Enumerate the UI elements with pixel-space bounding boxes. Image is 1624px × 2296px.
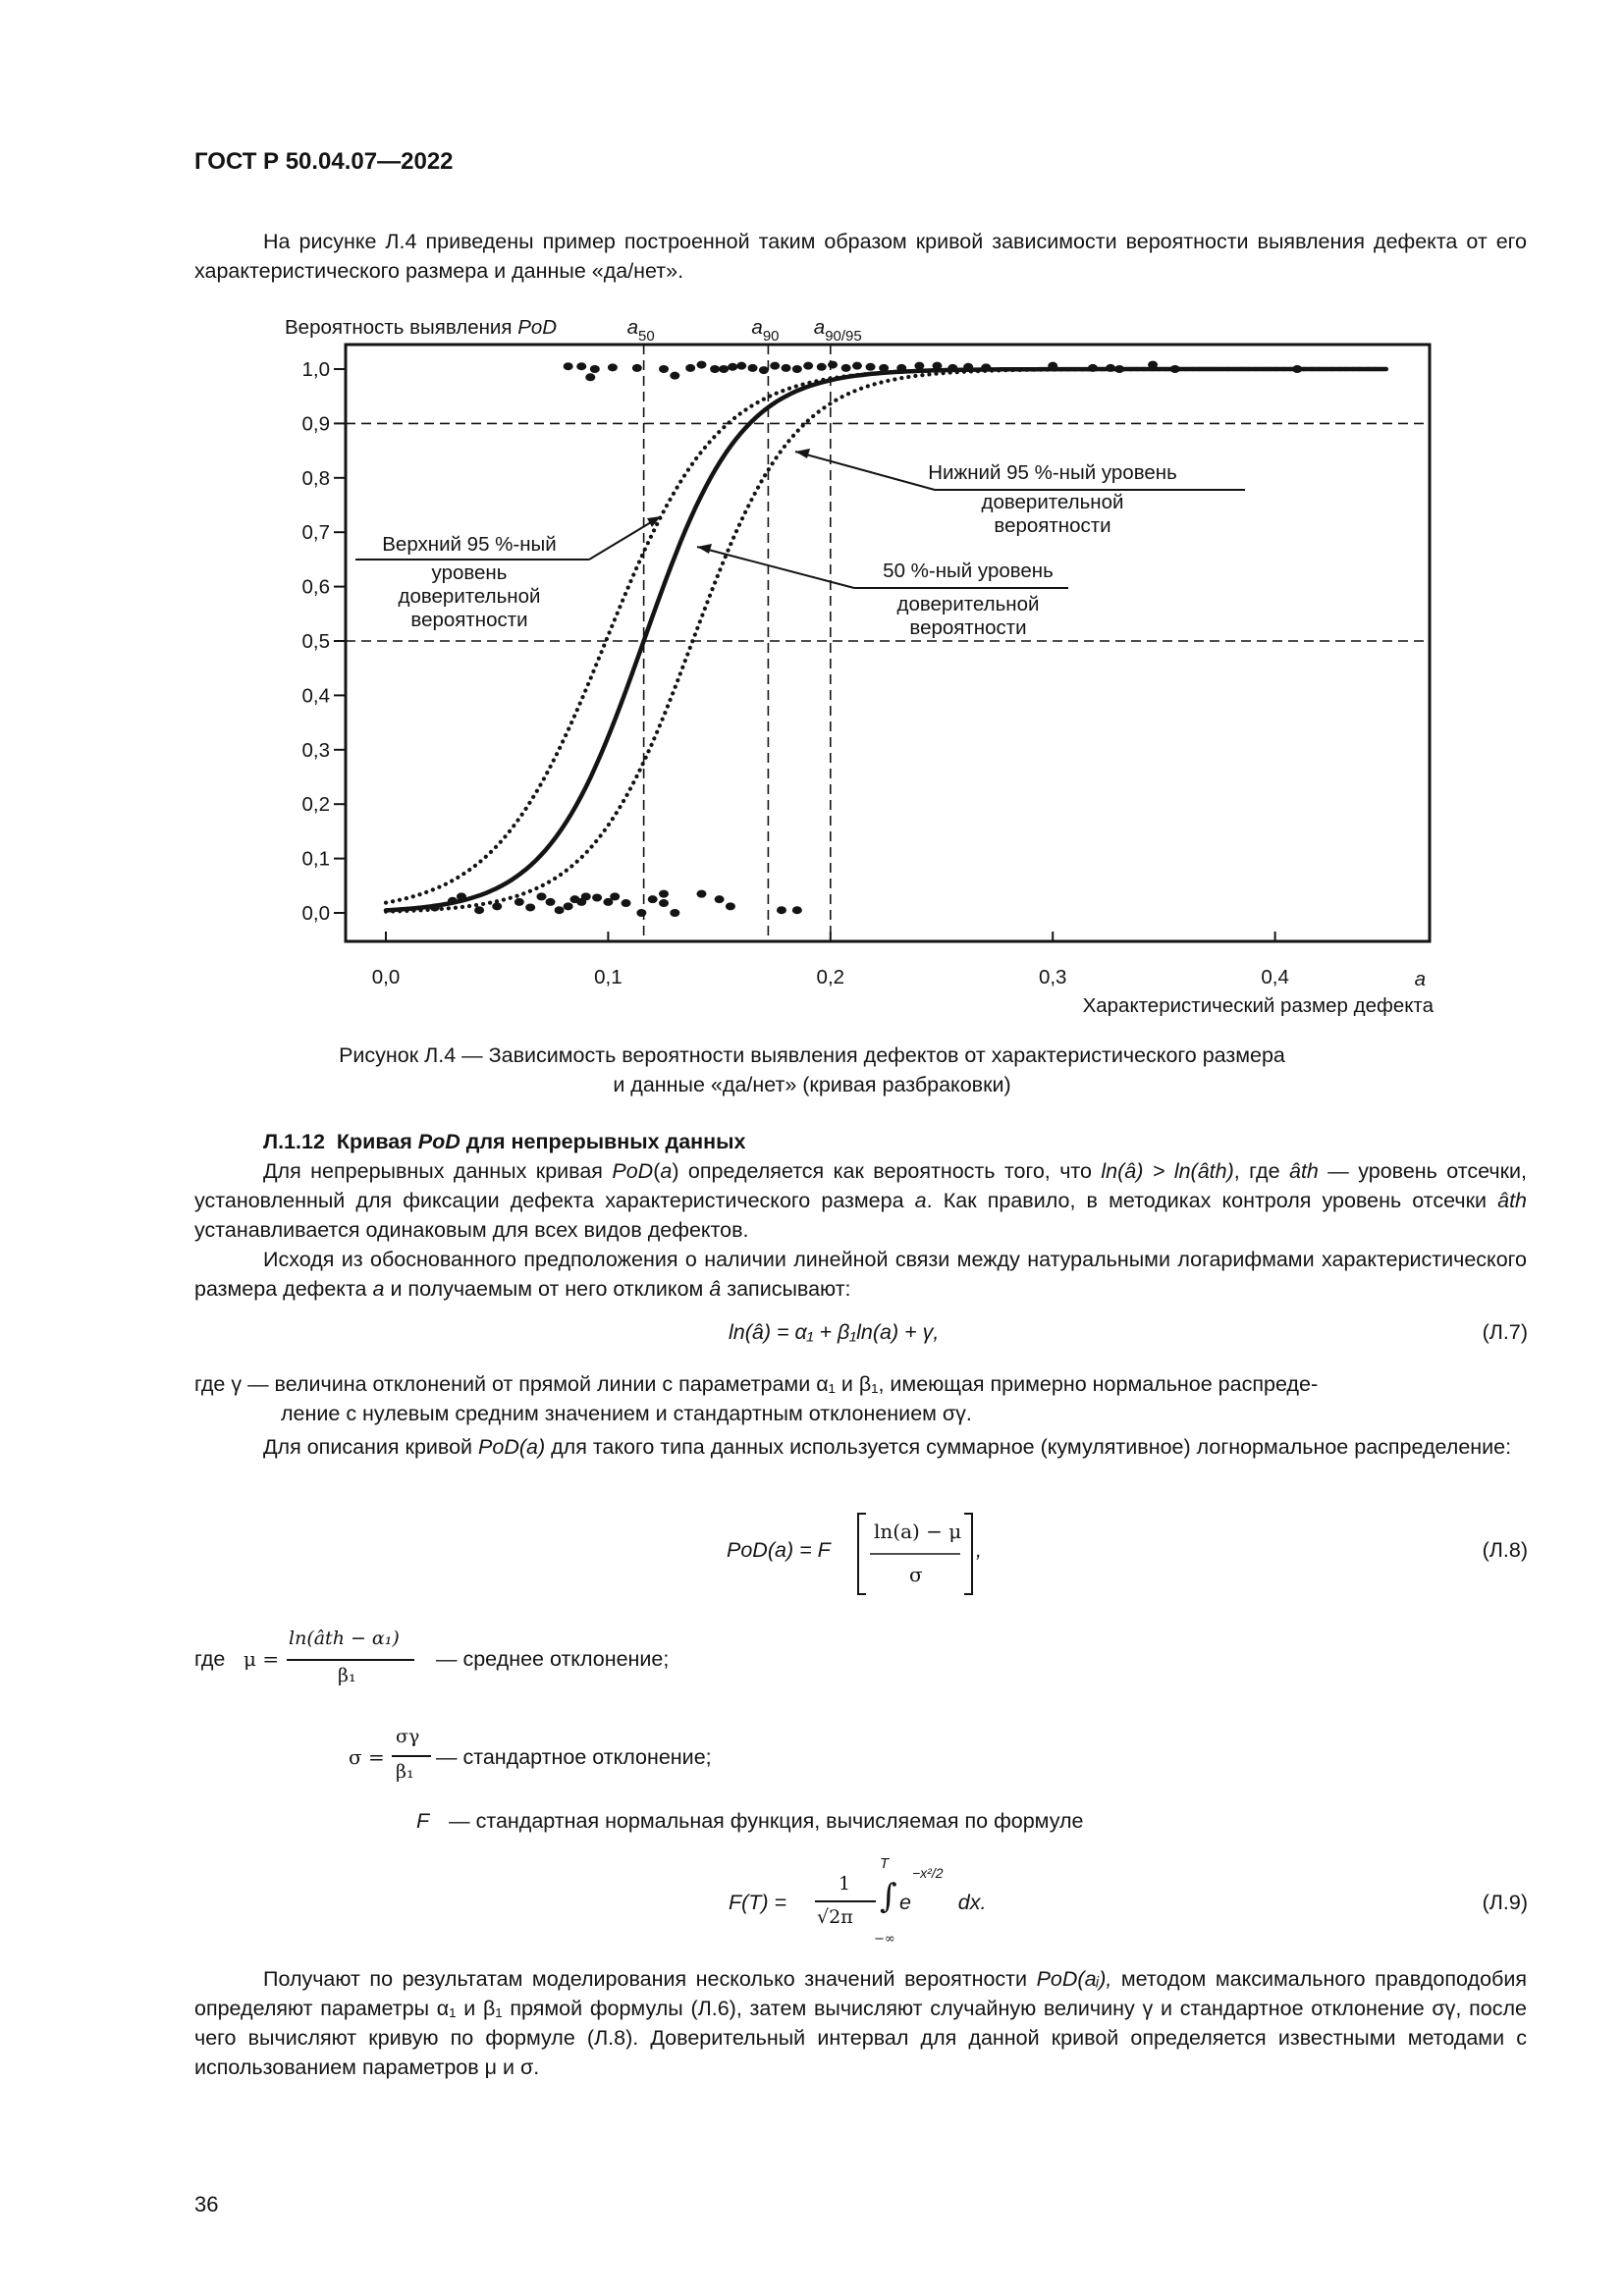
data-point-no [659, 890, 669, 898]
p4-text-c: для такого типа данных используется суммарное (кумулятивное) логнормальное распределение: [545, 1435, 1512, 1459]
figure-caption [245, 1041, 1379, 1099]
mu-fraction-bar [287, 1659, 414, 1661]
equation-l8-number: (Л.8) [1482, 1538, 1528, 1562]
y-tick-label: 0,5 [301, 630, 330, 653]
data-point-yes [841, 364, 851, 372]
data-point-no [581, 892, 591, 900]
eq8-numerator: ln(a) − μ [874, 1520, 962, 1543]
median-confidence-label [697, 544, 1068, 639]
marker-base: a [751, 316, 763, 339]
data-point-yes [782, 364, 791, 372]
x-tick-label: 0,1 [594, 966, 623, 988]
data-point-yes [670, 372, 679, 380]
equation-l7: ln(â) = α₁ + β₁ln(a) + γ, [729, 1320, 940, 1344]
y-tick-label: 0,2 [301, 793, 330, 817]
p1-text-i: — уровень отсечки, установленный для фиксации дефекта характеристического размера [194, 1159, 1527, 1212]
y-tick-label: 0,1 [301, 847, 330, 871]
p4-text-a: Для описания кривой [263, 1435, 479, 1459]
eq9-int-top: T [880, 1855, 890, 1872]
eq9-tail: e dx. [899, 1891, 987, 1914]
p5-text-c: методом максимального правдоподобия определяют параметры α₁ и β₁ прямой формулы (Л.6), затем вычисляют случайную величину γ и стандартное отклонение σγ, после чего вычисляют кривую по формуле (Л.8). Доверительный интервал для данной кривой определяется известными методами с использованием параметров μ и σ. [194, 1967, 1527, 2079]
data-point-no [696, 890, 706, 898]
p1-inequality: ln(â) > ln(âth) [1101, 1159, 1234, 1183]
data-point-yes [576, 362, 586, 370]
data-point-yes [710, 365, 720, 373]
curve-median [386, 369, 1386, 910]
data-point-yes [728, 363, 737, 371]
sigma-numerator: σγ [396, 1726, 420, 1747]
x-tick-label: 0,0 [371, 966, 401, 988]
data-point-no [546, 898, 556, 906]
paragraph-lognormal [194, 1432, 1527, 1462]
p2-text-a: Исходя из обоснованного предположения о наличии линейной связи между натуральными логарифмами характеристического размера дефекта [194, 1248, 1527, 1301]
data-point-no [592, 893, 602, 901]
p5-text-a: Получают по результатам моделирования несколько значений вероятности [263, 1967, 1037, 1991]
mu-definition [194, 1622, 784, 1700]
p2-text-c: и получаемым от него откликом [384, 1277, 710, 1301]
p4-pod: PoD(a) [478, 1435, 546, 1459]
data-point-no [670, 909, 679, 917]
p3-line-1: где γ — величина отклонений от прямой линии с параметрами α₁ и β₁, имеющая примерно нормальное распреде- [194, 1372, 1319, 1396]
data-point-no [555, 906, 565, 914]
p2-text-e: записывают: [721, 1277, 851, 1301]
p1-a: a [660, 1159, 673, 1183]
equation-l7-number: (Л.7) [1482, 1320, 1528, 1344]
data-point-no [636, 909, 646, 917]
y-axis-title-var: PoD [517, 316, 558, 339]
y-tick-label: 0,3 [301, 738, 330, 762]
p5-pod-ai: PoD(aᵢ), [1036, 1967, 1112, 1991]
x-tick-label: 0,2 [816, 966, 845, 988]
y-axis-title-prefix: Вероятность выявления [285, 316, 518, 339]
sigma-lhs: σ = [349, 1745, 385, 1769]
curve-upper-95 [386, 369, 1386, 903]
eq9-frac-num: 1 [839, 1873, 851, 1895]
plot-frame [346, 345, 1430, 941]
equation-l8 [727, 1510, 1001, 1598]
data-point-yes [632, 364, 642, 372]
data-point-yes [803, 362, 813, 370]
mu-numerator: ln(âth − α₁) [289, 1628, 400, 1649]
data-point-no [792, 906, 802, 914]
data-point-yes [564, 362, 573, 370]
eq9-int-bot: −∞ [874, 1932, 895, 1947]
data-point-no [564, 902, 573, 910]
f-definition [416, 1809, 1084, 1834]
equation-l9 [729, 1853, 1023, 1951]
lower-confidence-label [795, 449, 1245, 537]
lower-label-line-2: доверительной [981, 491, 1124, 513]
data-point-yes [585, 373, 595, 381]
p1-ath: âth [1288, 1159, 1319, 1183]
data-point-yes [792, 365, 802, 373]
y-tick-label: 0,6 [301, 575, 330, 599]
p1-text-g: , где [1233, 1159, 1289, 1183]
data-point-yes [828, 361, 838, 369]
section-heading [263, 1130, 745, 1154]
marker-base: a [813, 316, 826, 339]
lower-label-line-3: вероятности [994, 514, 1111, 537]
upper-label-line-3: доверительной [398, 585, 541, 608]
mu-lhs: μ = [244, 1647, 280, 1671]
sigma-denominator: β₁ [396, 1761, 414, 1783]
data-point-yes [852, 362, 862, 370]
data-point-yes [696, 361, 706, 369]
y-tick-label: 0,0 [301, 902, 330, 925]
data-point-yes [659, 365, 669, 373]
eq9-exponent: −x²/2 [912, 1865, 944, 1881]
median-label-line-3: вероятности [909, 616, 1027, 639]
data-point-yes [748, 364, 758, 372]
section-number: Л.1.12 [263, 1130, 325, 1153]
p1-pod: PoD [612, 1159, 654, 1183]
data-point-no [659, 899, 669, 907]
eq9-fraction-bar [815, 1900, 876, 1902]
median-label-line-1: 50 %-ный уровень [883, 560, 1054, 582]
eq9-lhs: F(T) = [729, 1891, 787, 1914]
eq9-frac-den: √2π [817, 1906, 853, 1928]
data-point-no [525, 903, 535, 911]
sigma-definition [349, 1720, 839, 1798]
data-point-no [492, 902, 502, 910]
upper-confidence-label [355, 516, 661, 631]
data-point-yes [685, 364, 695, 372]
marker-sub: 50 [638, 328, 655, 345]
x-tick-label: 0,3 [1038, 966, 1067, 988]
eq8-tail: , [976, 1538, 982, 1562]
eq8-denominator: σ [909, 1563, 923, 1586]
section-title-post: для непрерывных данных [460, 1130, 746, 1153]
section-title-pre: Кривая [336, 1130, 418, 1153]
y-tick-label: 0,4 [301, 684, 330, 708]
p1-text-m: устанавливается одинаковым для всех видов дефектов. [194, 1218, 749, 1242]
marker-label-90-95 [814, 316, 862, 345]
y-tick-label: 1,0 [301, 358, 330, 381]
data-point-no [648, 895, 658, 903]
mu-description: — среднее отклонение; [436, 1647, 670, 1671]
x-axis-title: Характеристический размер дефекта [1082, 994, 1434, 1017]
data-point-yes [770, 362, 780, 370]
figure-caption-line-1: Рисунок Л.4 — Зависимость вероятности выявления дефектов от характеристического размера [339, 1043, 1285, 1067]
data-point-no [474, 906, 484, 914]
f-description: — стандартная нормальная функция, вычисляемая по формуле [449, 1809, 1084, 1833]
data-point-yes [914, 362, 924, 370]
p2-ahat: â [709, 1277, 722, 1301]
data-point-yes [736, 362, 746, 370]
eq8-lhs: PoD(a) = F [727, 1538, 831, 1562]
data-point-yes [866, 363, 876, 371]
data-point-no [514, 898, 524, 906]
f-symbol: F [416, 1809, 430, 1833]
x-tick-label: 0,4 [1261, 966, 1289, 988]
upper-label-line-1: Верхний 95 %-ный [382, 533, 557, 556]
data-point-yes [817, 363, 827, 371]
pod-chart [0, 0, 1624, 1041]
paragraph-gamma-definition [194, 1369, 1527, 1428]
marker-base: a [626, 316, 639, 339]
where-word: где [194, 1647, 226, 1671]
upper-label-line-4: вероятности [410, 609, 528, 631]
p2-a: a [372, 1277, 385, 1301]
marker-label-90 [751, 316, 779, 345]
x-axis-variable: a [1414, 968, 1426, 990]
data-point-no [536, 892, 546, 900]
lower-label-line-1: Нижний 95 %-ный уровень [928, 461, 1177, 484]
marker-label-50 [627, 316, 655, 345]
data-point-yes [759, 366, 769, 374]
p1-text-k: . Как правило, в методиках контроля уровень отсечки [926, 1189, 1498, 1212]
y-axis-title [285, 316, 557, 339]
marker-sub: 90 [762, 328, 780, 345]
data-point-no [715, 895, 725, 903]
data-point-yes [608, 363, 618, 371]
p1-a2: a [914, 1189, 927, 1212]
data-point-no [726, 902, 735, 910]
intro-paragraph: На рисунке Л.4 приведены пример построенной таким образом кривой зависимости вероятности выявления дефекта от его характеристического размера и данные «да/нет». [194, 230, 1527, 283]
p1-text-a: Для непрерывных данных кривая [263, 1159, 613, 1183]
y-tick-label: 0,8 [301, 466, 330, 490]
data-point-yes [590, 365, 600, 373]
paragraph-max-likelihood [194, 1964, 1527, 2082]
paragraph-linear-relation [194, 1245, 1527, 1304]
upper-label-line-2: уровень [431, 561, 508, 584]
integral-sign-icon: ∫ [880, 1877, 897, 1916]
equation-l9-number: (Л.9) [1482, 1891, 1528, 1914]
axis-ticks [302, 358, 1289, 988]
data-point-no [610, 892, 620, 900]
page-number: 36 [194, 2192, 219, 2216]
median-label-line-2: доверительной [896, 593, 1040, 615]
marker-sub: 90/95 [825, 328, 862, 345]
y-tick-label: 0,9 [301, 412, 330, 436]
document-header: ГОСТ Р 50.04.07—2022 [194, 148, 454, 175]
p3-line-2: ление с нулевым средним значением и стандартным отклонением σγ. [281, 1402, 972, 1425]
paragraph-pod-definition [194, 1156, 1527, 1245]
p1-text-c: ( [653, 1159, 661, 1183]
data-point-no [622, 899, 631, 907]
mu-denominator: β₁ [338, 1665, 356, 1686]
section-title-var: PoD [417, 1130, 460, 1153]
p1-text-e: ) определяется как вероятность того, что [672, 1159, 1102, 1183]
data-point-no [777, 906, 786, 914]
sigma-fraction-bar [392, 1755, 431, 1757]
sigma-description: — стандартное отклонение; [436, 1745, 712, 1769]
data-point-yes [719, 365, 729, 373]
p1-ath2: âth [1497, 1189, 1527, 1212]
figure-caption-line-2: и данные «да/нет» (кривая разбраковки) [613, 1073, 1011, 1096]
y-tick-label: 0,7 [301, 521, 330, 545]
